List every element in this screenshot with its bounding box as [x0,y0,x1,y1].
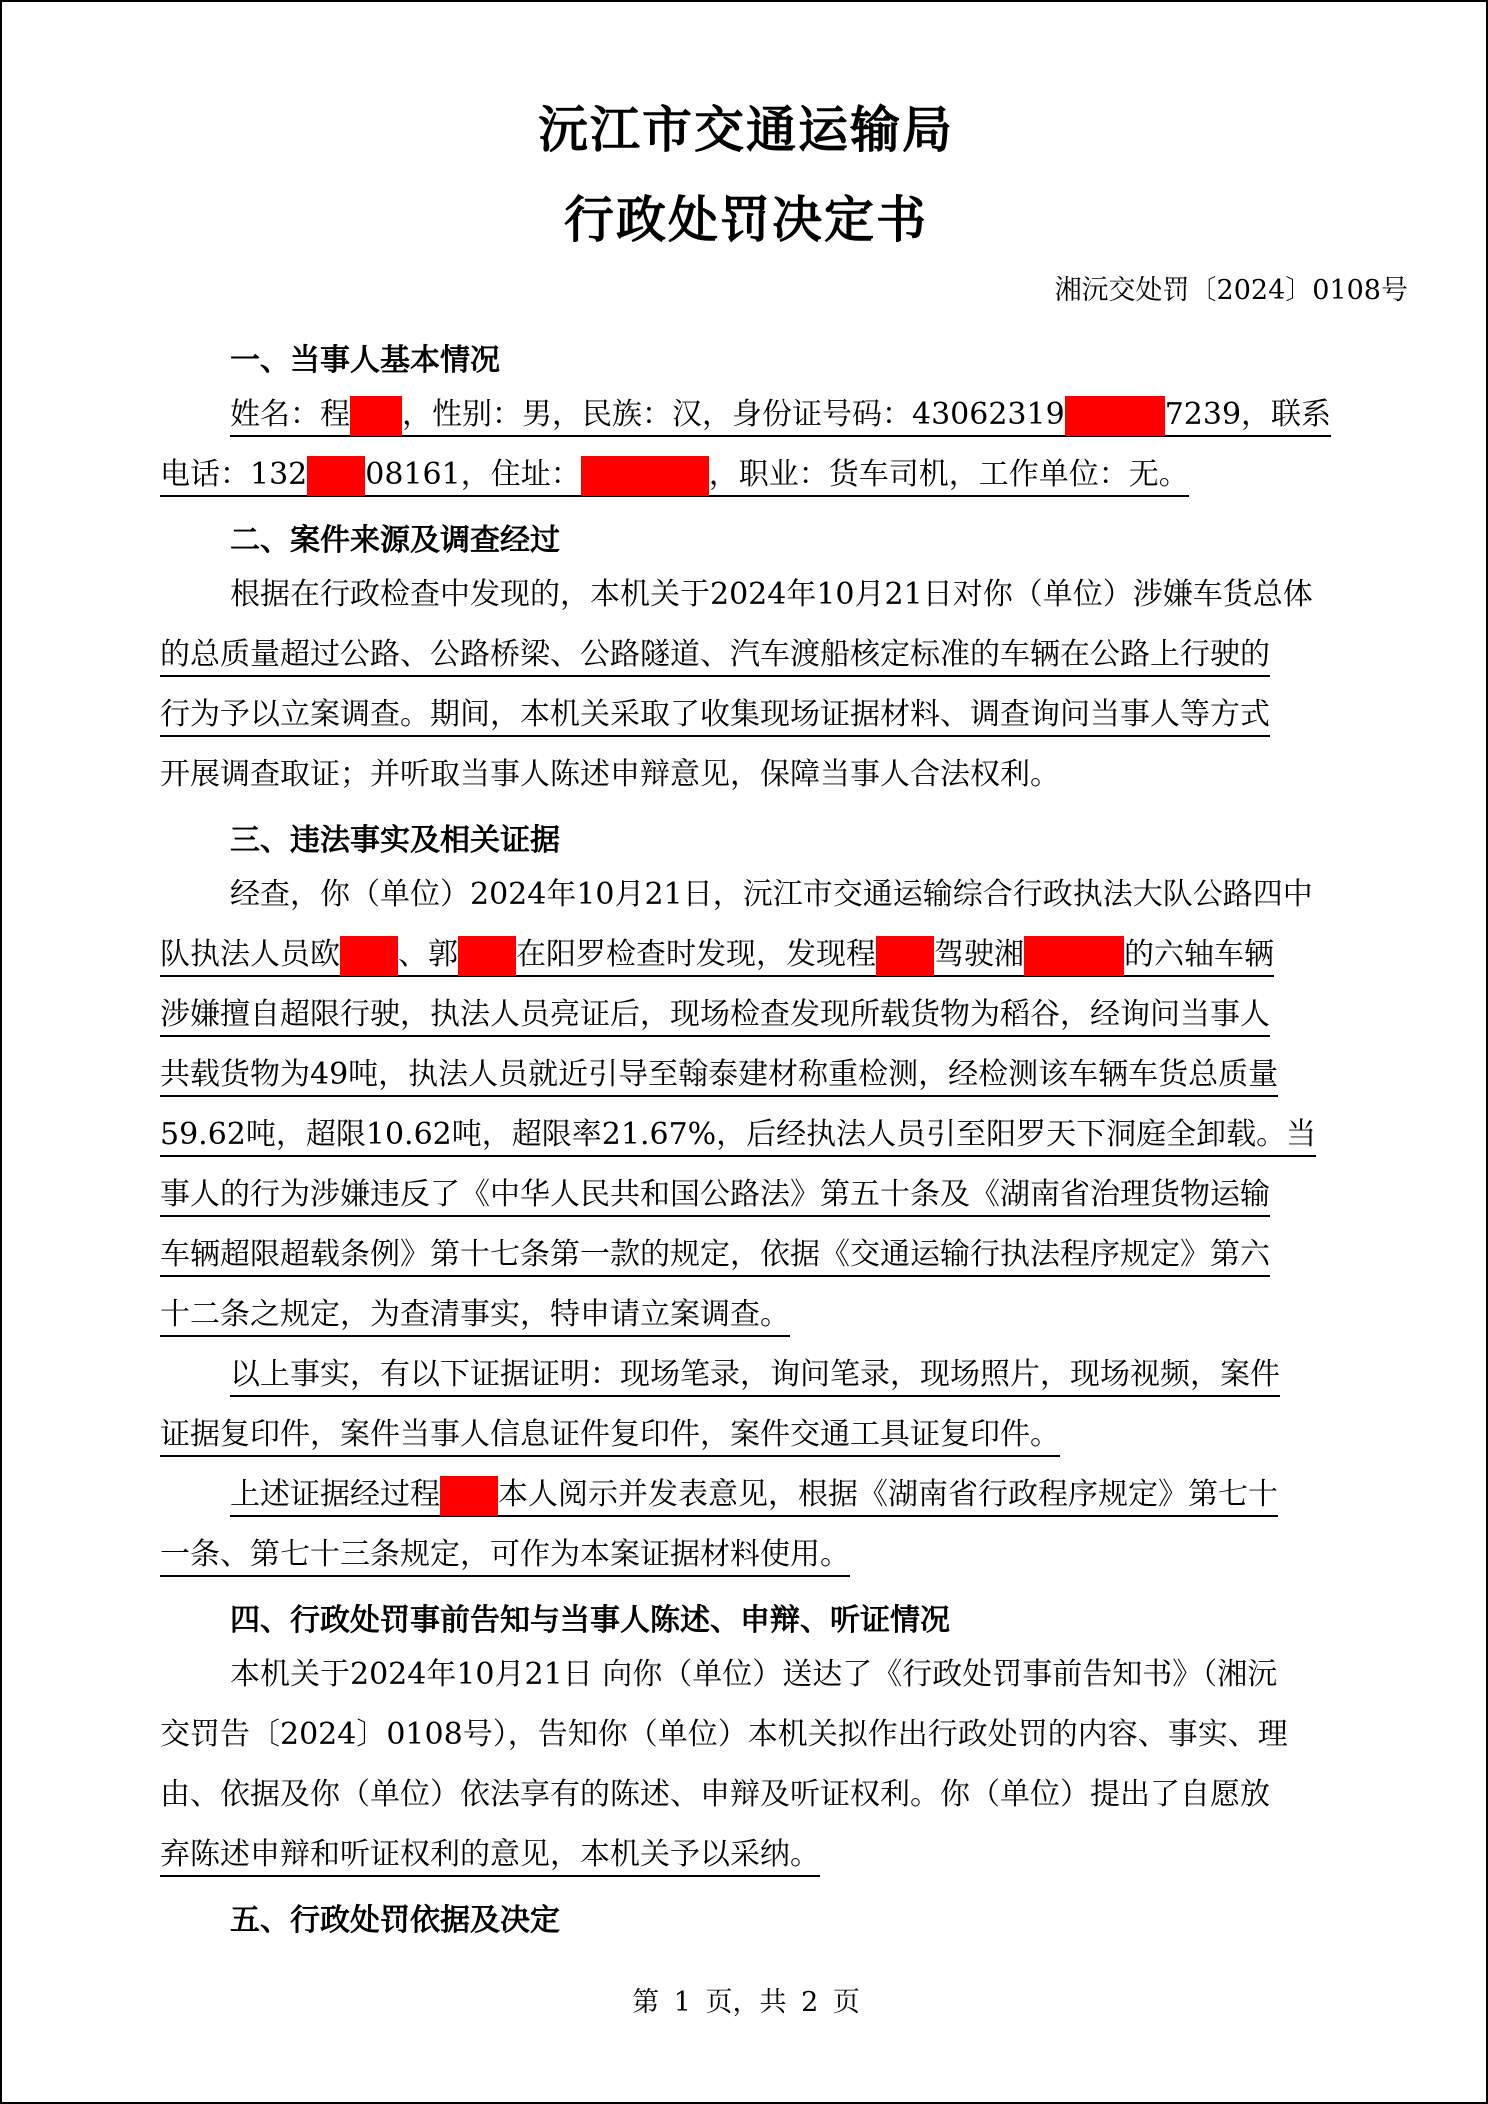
redaction-id-number [1065,396,1165,436]
source-line-4: 开展调查取证；并听取当事人陈述申辩意见，保障当事人合法权利。 [160,757,1060,792]
source-line-1: 根据在行政检查中发现的，本机关于2024年10月21日对你（单位）涉嫌车货总体 [230,577,1313,612]
facts-line-3: 涉嫌擅自超限行驶，执法人员亮证后，现场检查发现所载货物为稻谷，经询问当事人 [160,995,1270,1035]
redaction-phone [307,456,365,496]
facts-line-6: 事人的行为涉嫌违反了《中华人民共和国公路法》第五十条及《湖南省治理货物运输 [160,1175,1270,1215]
evidence-line-2: 证据复印件，案件当事人信息证件复印件，案件交通工具证复印件。 [160,1415,1060,1455]
section-5-heading: 五、行政处罚依据及决定 [230,1903,560,1938]
total-pages: 2 [801,1987,819,2018]
section-1-heading: 一、当事人基本情况 [230,343,500,378]
page-footer: 第 1 页，共 2 页 [632,1987,860,2018]
facts-line-1: 经查，你（单位）2024年10月21日，沅江市交通运输综合行政执法大队公路四中 [230,877,1313,912]
section-3-heading: 三、违法事实及相关证据 [230,823,560,858]
redaction-driver [876,936,934,976]
document-number: 湘沅交处罚〔2024〕0108号 [1054,275,1408,306]
source-line-2: 的总质量超过公路、公路桥梁、公路隧道、汽车渡船核定标准的车辆在公路上行驶的 [160,635,1270,675]
notice-line-1: 本机关于2024年10月21日 向你（单位）送达了《行政处罚事前告知书》（湘沅 [230,1657,1278,1692]
redaction-address [581,456,709,496]
redaction-reviewer [440,1476,498,1516]
notice-line-2: 交罚告〔2024〕0108号），告知你（单位）本机关拟作出行政处罚的内容、事实、理 [160,1717,1288,1752]
facts-line-5: 59.62吨，超限10.62吨，超限率21.67%，后经执法人员引至阳罗天下洞庭全卸载。当 [160,1115,1316,1155]
redaction-plate [1024,936,1124,976]
section-4-heading: 四、行政处罚事前告知与当事人陈述、申辩、听证情况 [230,1603,950,1638]
facts-line-2: 队执法人员欧 、郭 在阳罗检查时发现，发现程 驾驶湘 的六轴车辆 [160,935,1274,976]
redaction-name [350,396,402,436]
redaction-officer-2 [458,936,516,976]
party-info-text-2: 电话：132 08161，住址： ，职业：货车司机，工作单位：无。 [160,457,1189,497]
review-line-1: 上述证据经过程 本人阅示并发表意见，根据《湖南省行政程序规定》第七十 [230,1475,1278,1516]
evidence-line-1: 以上事实，有以下证据证明：现场笔录，询问笔录，现场照片，现场视频，案件 [230,1355,1280,1395]
document-title: 行政处罚决定书 [564,190,928,249]
party-info-line-2 [160,455,1189,496]
source-line-3: 行为予以立案调查。期间，本机关采取了收集现场证据材料、调查询问当事人等方式 [160,695,1270,735]
agency-title: 沅江市交通运输局 [538,100,954,159]
section-2-heading: 二、案件来源及调查经过 [230,523,560,558]
notice-line-4: 弃陈述申辩和听证权利的意见，本机关予以采纳。 [160,1835,820,1875]
facts-line-8: 十二条之规定，为查清事实，特申请立案调查。 [160,1295,790,1335]
review-line-2: 一条、第七十三条规定，可作为本案证据材料使用。 [160,1535,850,1575]
redaction-officer-1 [340,936,398,976]
current-page-number: 1 [673,1987,691,2018]
notice-line-3: 由、依据及你（单位）依法享有的陈述、申辩及听证权利。你（单位）提出了自愿放 [160,1777,1270,1812]
facts-line-4: 共载货物为49吨，执法人员就近引导至翰泰建材称重检测，经检测该车辆车货总质量 [160,1055,1278,1095]
facts-line-7: 车辆超限超载条例》第十七条第一款的规定，依据《交通运输行执法程序规定》第六 [160,1235,1270,1275]
party-info-text: 姓名：程 ，性别：男，民族：汉，身份证号码：43062319 7239，联系 [230,397,1331,437]
party-info-line-1 [230,395,1331,436]
